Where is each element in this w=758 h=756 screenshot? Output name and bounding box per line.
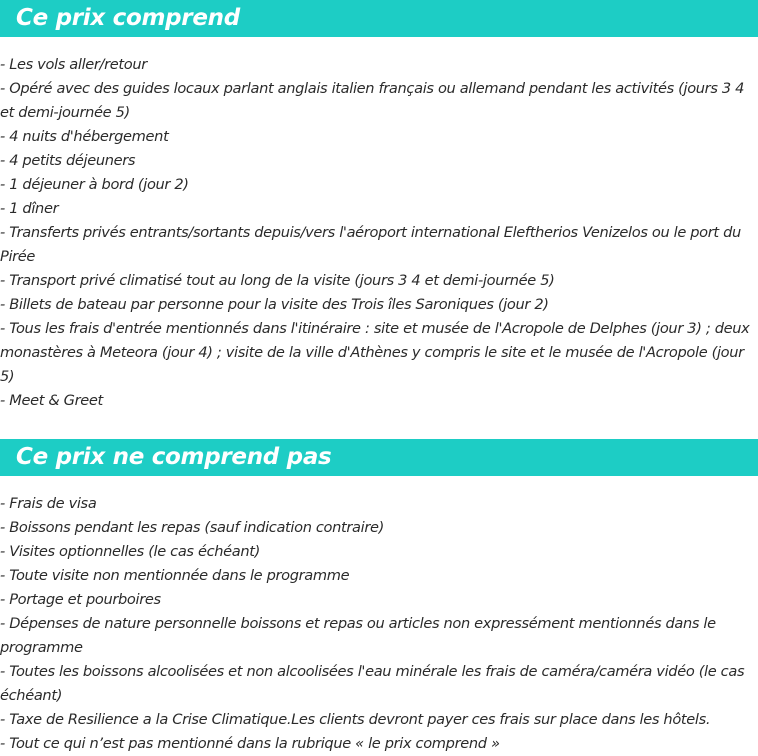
section-title-excluded: Ce prix ne comprend pas: [16, 444, 332, 470]
list-item: - Frais de visa: [0, 495, 97, 512]
list-item: - Les vols aller/retour: [0, 56, 147, 73]
list-item: - Visites optionnelles (le cas échéant): [0, 543, 261, 560]
list-item: - Portage et pourboires: [0, 591, 161, 608]
list-item: - Transport privé climatisé tout au long de la visite (jours 3 4 et demi-journée 5): [0, 272, 555, 289]
section-header-included: [0, 0, 758, 37]
list-item: - Dépenses de nature personnelle boissons et repas ou articles non expressément mentionnés dans le programme: [0, 615, 716, 656]
list-item: - Opéré avec des guides locaux parlant anglais italien français ou allemand pendant les activités (jours 3 4 et demi-journée 5): [0, 80, 745, 121]
list-item: - 1 dîner: [0, 200, 59, 217]
list-item: - Meet & Greet: [0, 392, 103, 409]
excluded-items-list: [0, 492, 752, 756]
list-item: - Tous les frais d'entrée mentionnés dans l'itinéraire : site et musée de l'Acropole de Delphes (jour 3) ; deux monastères à Meteora (jour 4) ; visite de la ville d'Athènes y compris le site et le musée de l'Acropole (jour 5): [0, 320, 750, 385]
list-item: - Toute visite non mentionnée dans le programme: [0, 567, 350, 584]
list-item: - Taxe de Resilience a la Crise Climatique.Les clients devront payer ces frais sur place dans les hôtels.: [0, 711, 711, 728]
list-item: - Tout ce qui n’est pas mentionné dans la rubrique « le prix comprend »: [0, 735, 500, 752]
list-item: - 4 petits déjeuners: [0, 152, 136, 169]
list-item: - 4 nuits d'hébergement: [0, 128, 169, 145]
included-items-list: [0, 53, 752, 413]
list-item: - Transferts privés entrants/sortants depuis/vers l'aéroport international Eleftherios Venizelos ou le port du Pirée: [0, 224, 741, 265]
list-item: - Billets de bateau par personne pour la visite des Trois îles Saroniques (jour 2): [0, 296, 549, 313]
section-title-included: Ce prix comprend: [16, 5, 240, 31]
list-item: - Toutes les boissons alcoolisées et non alcoolisées l'eau minérale les frais de caméra/caméra vidéo (le cas échéant): [0, 663, 745, 704]
list-item: - 1 déjeuner à bord (jour 2): [0, 176, 189, 193]
list-item: - Boissons pendant les repas (sauf indication contraire): [0, 519, 384, 536]
section-header-excluded: [0, 439, 758, 476]
